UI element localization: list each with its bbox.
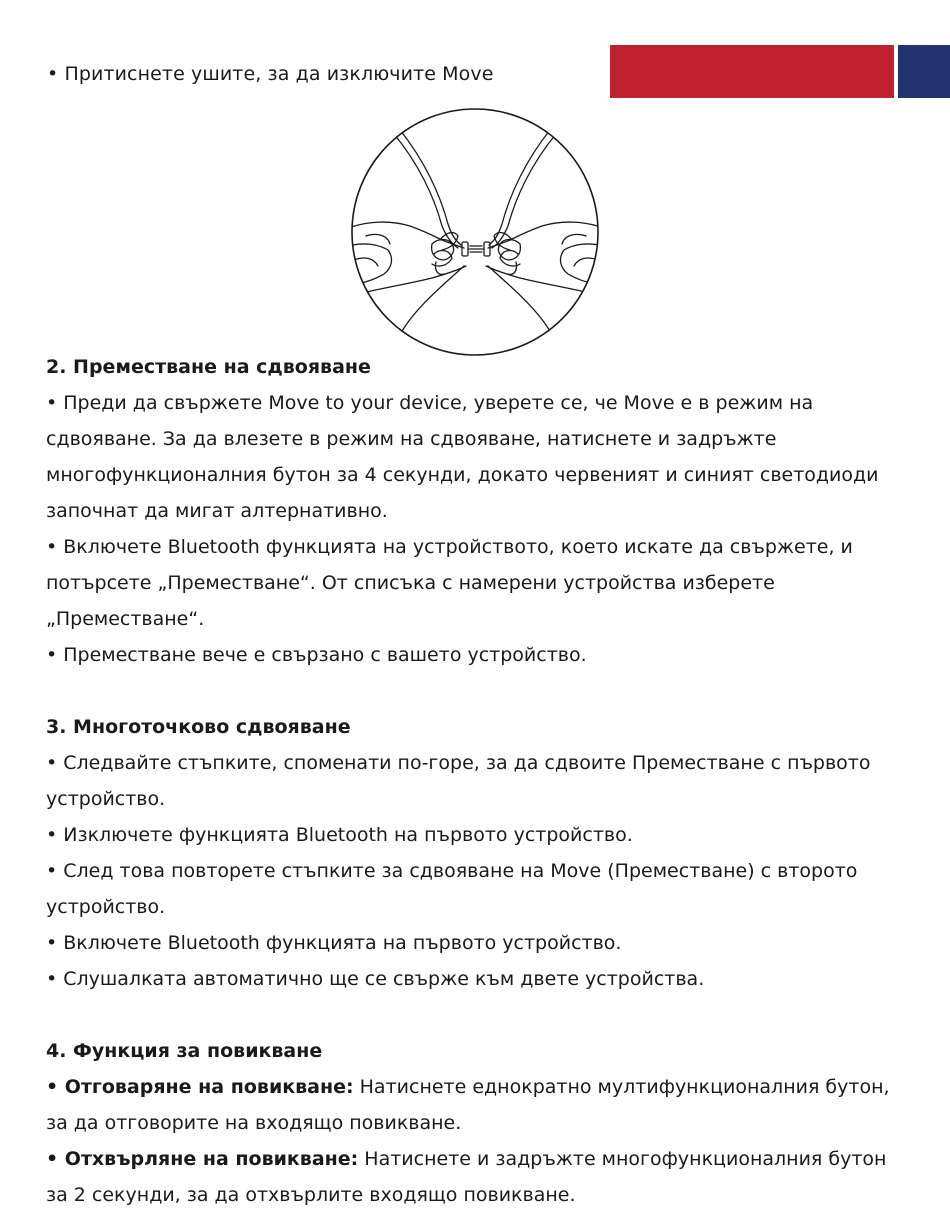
section-heading-calls: 4. Функция за повикване — [46, 1040, 323, 1062]
text-line — [46, 1141, 926, 1177]
brand-stripe-blue — [898, 45, 950, 98]
text-line: устройство. — [46, 788, 166, 810]
text-line: „Преместване“. — [46, 608, 205, 630]
text-line: • Преместване вече е свързано с вашето устройство. — [46, 644, 587, 666]
text-line: устройство. — [46, 896, 166, 918]
magnet-left — [462, 242, 468, 256]
text-line: за 2 секунди, за да отхвърлите входящо повикване. — [46, 1184, 576, 1206]
section-heading-multipoint: 3. Многоточково сдвояване — [46, 716, 351, 738]
text-line: • Включете Bluetooth функцията на устройството, което искате да свържете, и — [46, 536, 853, 558]
text-line: • Преди да свържете Move to your device, уверете се, че Move е в режим на — [46, 392, 814, 414]
text-line: потърсете „Преместване“. От списъка с намерени устройства изберете — [46, 572, 775, 594]
manual-text — [46, 349, 926, 1213]
right-earbud — [498, 240, 520, 275]
right-cable — [492, 134, 556, 248]
text-line: • След това повторете стъпките за сдвояване на Move (Преместване) с второто — [46, 860, 858, 882]
section-heading-pairing: 2. Преместване на сдвояване — [46, 356, 371, 378]
power-off-instruction: • Притиснете ушите, за да изключите Move — [47, 63, 494, 85]
text-line: многофункционалния бутон за 4 секунди, докато червеният и синият светодиоди — [46, 464, 879, 486]
reject-call-label: • Отхвърляне на повикване: — [46, 1148, 359, 1170]
answer-call-label: • Отговаряне на повикване: — [46, 1076, 354, 1098]
left-cable — [394, 134, 458, 248]
left-earbud — [432, 240, 454, 275]
text-line: сдвояване. За да влезете в режим на сдвояване, натиснете и задръжте — [46, 428, 777, 450]
earbuds-magnetic-joining-illustration — [348, 108, 604, 358]
right-hand — [486, 222, 604, 358]
text-line — [46, 1069, 926, 1105]
brand-stripe-red — [610, 45, 894, 98]
text-line: започнат да мигат алтернативно. — [46, 500, 388, 522]
text-line: • Изключете функцията Bluetooth на първото устройство. — [46, 824, 633, 846]
text-line: за да отговорите на входящо повикване. — [46, 1112, 462, 1134]
reject-call-text: Натиснете и задръжте многофункционалния бутон — [358, 1148, 887, 1170]
answer-call-text: Натиснете еднократно мултифункционалния бутон, — [353, 1076, 890, 1098]
text-line: • Включете Bluetooth функцията на първото устройство. — [46, 932, 622, 954]
text-line: • Слушалката автоматично ще се свърже към двете устройства. — [46, 968, 705, 990]
text-line: • Следвайте стъпките, споменати по-горе, за да сдвоите Преместване с първото — [46, 752, 871, 774]
